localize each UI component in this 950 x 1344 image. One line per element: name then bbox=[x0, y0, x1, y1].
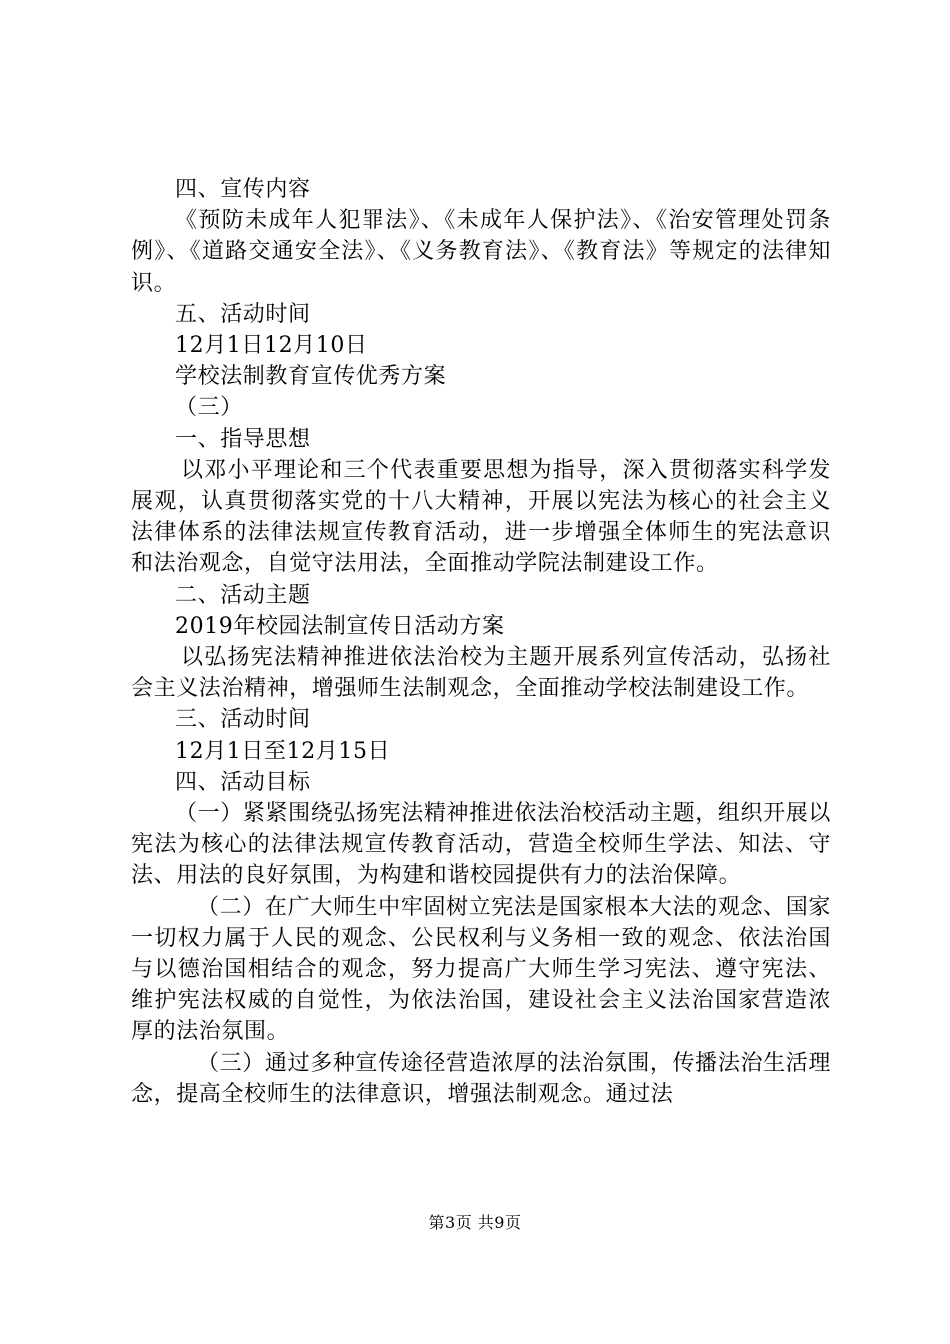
section-heading-publicity-content: 四、宣传内容 bbox=[175, 177, 311, 202]
paragraph-goal-one: （一）紧紧围绕弘扬宪法精神推进依法治校活动主题，组织开展以宪法为核心的法律法规宣传教育活动，营造全校师生学法、知法、守法、用法的良好氛围，为构建和谐校园提供有力的法治保障。 bbox=[131, 801, 831, 889]
section-heading-activity-time-2: 三、活动时间 bbox=[175, 707, 311, 733]
section-heading-activity-theme: 二、活动主题 bbox=[175, 582, 311, 608]
paragraph-law-list: 《预防未成年人犯罪法》、《未成年人保护法》、《治安管理处罚条例》、《道路交通安全法》、《义务教育法》、《教育法》等规定的法律知识。 bbox=[131, 208, 831, 296]
section-heading-guiding-thought: 一、指导思想 bbox=[175, 426, 311, 452]
document-body bbox=[131, 174, 831, 1110]
paragraph-activity-theme: 以弘扬宪法精神推进依法治校为主题开展系列宣传活动，弘扬社会主义法治精神，增强师生法制观念，全面推动学校法制建设工作。 bbox=[131, 645, 831, 702]
paragraph-goal-two: （二）在广大师生中牢固树立宪法是国家根本大法的观念、国家一切权力属于人民的观念、公民权利与义务相一致的观念、依法治国与以德治国相结合的观念，努力提高广大师生学习宪法、遵守宪法、维护宪法权威的自觉性，为依法治国，建设社会主义法治国家营造浓厚的法治氛围。 bbox=[131, 894, 831, 1045]
section-heading-activity-goals: 四、活动目标 bbox=[175, 769, 311, 795]
page-number-footer: 第3页 共9页 bbox=[428, 1213, 522, 1232]
paragraph-date-range-1: 12月1日12月10日 bbox=[175, 333, 368, 359]
section-heading-activity-time: 五、活动时间 bbox=[175, 301, 311, 327]
paragraph-plan-title: 学校法制教育宣传优秀方案 bbox=[175, 364, 447, 390]
paragraph-campus-plan-title: 2019年校园法制宣传日活动方案 bbox=[175, 613, 505, 639]
paragraph-date-range-2: 12月1日至12月15日 bbox=[175, 738, 391, 764]
paragraph-goal-three: （三）通过多种宣传途径营造浓厚的法治氛围，传播法治生活理念，提高全校师生的法律意识，增强法制观念。通过法 bbox=[131, 1050, 831, 1107]
paragraph-part-three: （三） bbox=[175, 395, 243, 421]
paragraph-guiding-thought: 以邓小平理论和三个代表重要思想为指导，深入贯彻落实科学发展观，认真贯彻落实党的十八大精神，开展以宪法为核心的社会主义法律体系的法律法规宣传教育活动，进一步增强全体师生的宪法意识和法治观念，自觉守法用法，全面推动学院法制建设工作。 bbox=[131, 457, 831, 577]
